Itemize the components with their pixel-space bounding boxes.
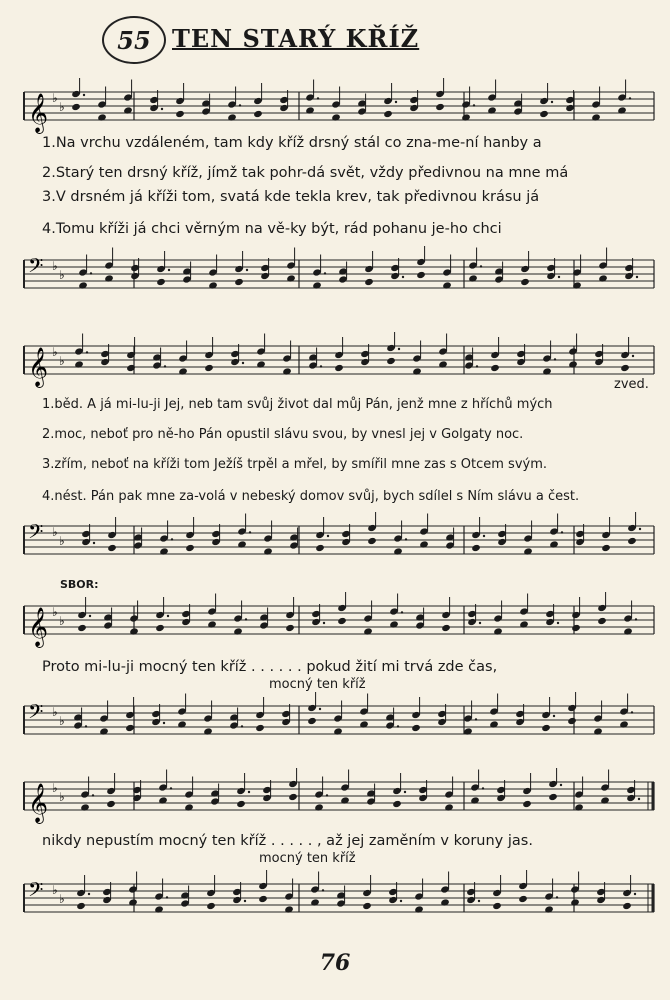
note-head xyxy=(288,793,298,801)
dot xyxy=(478,900,480,902)
dot xyxy=(473,104,475,106)
page-number: 76 xyxy=(319,950,351,976)
dot xyxy=(322,889,324,891)
flat-icon: ♭ xyxy=(59,614,65,628)
flat-icon: ♭ xyxy=(59,534,65,548)
note-head xyxy=(601,544,611,552)
dot xyxy=(239,104,241,106)
dot xyxy=(483,535,485,537)
bass-clef-icon: 𝄢 xyxy=(28,700,44,728)
note-head xyxy=(258,895,268,903)
treble-staff xyxy=(14,78,658,138)
note-head xyxy=(76,902,86,910)
note-head xyxy=(107,544,117,552)
dot xyxy=(395,101,397,103)
note-head xyxy=(125,724,135,732)
flat-icon: ♭ xyxy=(52,705,58,719)
bass-staff xyxy=(14,692,658,752)
note-head xyxy=(597,617,607,625)
dot xyxy=(402,276,404,278)
dot xyxy=(557,622,559,624)
note-head xyxy=(622,902,632,910)
dot xyxy=(398,348,400,350)
lyric-extra-word: zved. xyxy=(614,377,649,392)
note-head xyxy=(490,364,500,372)
lyric-verse-4: 4.Tomu kříži já chci věrným na vě-ky být, rád pohanu je-ho chci xyxy=(42,221,502,237)
dot xyxy=(405,538,407,540)
flat-icon: ♭ xyxy=(52,259,58,273)
bass-staff xyxy=(14,246,658,306)
flat-icon: ♭ xyxy=(59,714,65,728)
note-head xyxy=(416,271,426,279)
note-head xyxy=(364,278,374,286)
dot xyxy=(629,97,631,99)
note-head xyxy=(175,110,185,118)
note-head xyxy=(106,800,116,808)
lyric-chorus-line: Proto mi-lu-ji mocný ten kříž . . . . . . pokud žití mi trvá zde čas, xyxy=(42,659,498,675)
bass-clef-icon: 𝄢 xyxy=(28,254,44,282)
flat-icon: ♭ xyxy=(59,790,65,804)
lyric-chorus-line: nikdy nepustím mocný ten kříž . . . . . , až jej zaměním v koruny jas. xyxy=(42,833,533,849)
note-head xyxy=(441,624,451,632)
dot xyxy=(635,618,637,620)
dot xyxy=(171,538,173,540)
treble-clef-icon: 𝄞 xyxy=(28,347,49,387)
music-system-4 xyxy=(14,762,658,942)
dot xyxy=(168,269,170,271)
dot xyxy=(93,542,95,544)
lyric-verse-2: 2.Starý ten drsný kříž, jímž tak pohr-dá svět, vždy předivnou na mne má xyxy=(42,165,569,181)
dot xyxy=(326,794,328,796)
dot xyxy=(320,365,322,367)
dot xyxy=(554,358,556,360)
lyric-verse-3: 3.V drsném já kříži tom, svatá kde tekla krev, tak předivnou krásu já xyxy=(42,189,540,205)
dot xyxy=(560,784,562,786)
note-head xyxy=(77,624,87,632)
note-head xyxy=(383,110,393,118)
song-header xyxy=(0,6,670,62)
flat-icon: ♭ xyxy=(52,781,58,795)
dot xyxy=(556,896,558,898)
flat-icon: ♭ xyxy=(59,268,65,282)
dot xyxy=(90,272,92,274)
note-head xyxy=(620,364,630,372)
note-head xyxy=(71,103,81,111)
music-system-1 xyxy=(14,68,658,308)
note-head xyxy=(236,800,246,808)
dot xyxy=(480,265,482,267)
dot xyxy=(561,531,563,533)
treble-clef-icon: 𝄞 xyxy=(28,783,49,823)
note-head xyxy=(627,537,637,545)
dot xyxy=(249,531,251,533)
dot xyxy=(248,791,250,793)
bass-clef-icon: 𝄢 xyxy=(28,878,44,906)
dot xyxy=(85,725,87,727)
dot xyxy=(551,101,553,103)
note-head xyxy=(185,544,195,552)
note-head xyxy=(567,717,577,725)
dot xyxy=(632,355,634,357)
dot xyxy=(475,718,477,720)
dot xyxy=(482,787,484,789)
flat-icon: ♭ xyxy=(59,354,65,368)
lyric-verse-4: 4.nést. Pán pak mne za-volá v nebeský domov svůj, bych sdílel s Ním slávu a čest. xyxy=(42,489,580,504)
dot xyxy=(639,528,641,530)
dot xyxy=(166,896,168,898)
dot xyxy=(167,615,169,617)
note-head xyxy=(411,724,421,732)
dot xyxy=(324,272,326,274)
dot xyxy=(553,715,555,717)
note-head xyxy=(253,110,263,118)
dot xyxy=(323,622,325,624)
dot xyxy=(638,798,640,800)
treble-clef-icon: 𝄞 xyxy=(28,93,49,133)
note-head xyxy=(386,357,396,365)
dot xyxy=(88,893,90,895)
dot xyxy=(404,791,406,793)
note-head xyxy=(520,278,530,286)
flat-icon: ♭ xyxy=(52,345,58,359)
dot xyxy=(397,725,399,727)
note-head xyxy=(571,624,581,632)
note-head xyxy=(392,800,402,808)
dot xyxy=(558,276,560,278)
note-head xyxy=(522,800,532,808)
treble-staff xyxy=(14,592,658,652)
music-system-3 xyxy=(14,578,658,758)
flat-icon: ♭ xyxy=(59,892,65,906)
song-number: 55 xyxy=(102,16,166,64)
dot xyxy=(86,351,88,353)
note-head xyxy=(471,544,481,552)
lyric-chorus-echo: mocný ten kříž xyxy=(269,677,366,692)
music-system-2 xyxy=(14,322,658,572)
treble-staff xyxy=(14,332,658,392)
note-head xyxy=(435,103,445,111)
treble-clef-icon: 𝄞 xyxy=(28,607,49,647)
note-head xyxy=(539,110,549,118)
note-head xyxy=(255,724,265,732)
note-head xyxy=(337,617,347,625)
dot xyxy=(92,794,94,796)
flat-icon: ♭ xyxy=(59,100,65,114)
dot xyxy=(476,365,478,367)
flat-icon: ♭ xyxy=(52,883,58,897)
note-head xyxy=(492,902,502,910)
dot xyxy=(161,108,163,110)
note-head xyxy=(285,624,295,632)
flat-icon: ♭ xyxy=(52,91,58,105)
flat-icon: ♭ xyxy=(52,525,58,539)
dot xyxy=(327,535,329,537)
bass-clef-icon: 𝄢 xyxy=(28,520,44,548)
dot xyxy=(89,615,91,617)
note-head xyxy=(156,278,166,286)
note-head xyxy=(518,895,528,903)
treble-staff xyxy=(14,768,658,828)
note-head xyxy=(548,793,558,801)
bass-staff xyxy=(14,870,658,930)
lyric-chorus-echo: mocný ten kříž xyxy=(259,851,356,866)
note-head xyxy=(234,278,244,286)
dot xyxy=(319,708,321,710)
note-head xyxy=(307,717,317,725)
dot xyxy=(245,618,247,620)
dot xyxy=(634,893,636,895)
dot xyxy=(636,276,638,278)
dot xyxy=(401,611,403,613)
dot xyxy=(170,787,172,789)
lyric-verse-1: 1.Na vrchu vzdáleném, tam kdy kříž drsný stál co zna-me-ní hanby a xyxy=(42,135,542,151)
song-title: TEN STARÝ KŘÍŽ xyxy=(172,24,420,53)
dot xyxy=(246,269,248,271)
note-head xyxy=(367,537,377,545)
note-head xyxy=(334,364,344,372)
chorus-label: SBOR: xyxy=(60,578,99,591)
dot xyxy=(163,722,165,724)
lyric-verse-2: 2.moc, neboť pro ně-ho Pán opustil slávu svou, by vnesl jej v Golgaty noc. xyxy=(42,427,524,442)
dot xyxy=(400,900,402,902)
dot xyxy=(244,900,246,902)
dot xyxy=(479,622,481,624)
note-head xyxy=(315,544,325,552)
dot xyxy=(242,362,244,364)
lyric-verse-3: 3.zřím, neboť na kříži tom Ježíš trpěl a mřel, by smířil mne zas s Otcem svým. xyxy=(42,457,548,472)
bass-staff xyxy=(14,512,658,572)
dot xyxy=(241,725,243,727)
dot xyxy=(164,365,166,367)
note-head xyxy=(204,364,214,372)
dot xyxy=(631,711,633,713)
flat-icon: ♭ xyxy=(52,605,58,619)
dot xyxy=(83,94,85,96)
note-head xyxy=(155,624,165,632)
note-head xyxy=(362,902,372,910)
note-head xyxy=(541,724,551,732)
lyric-verse-1: 1.běd. A já mi-lu-ji Jej, neb tam svůj život dal můj Pán, jenž mne z hříchů mých xyxy=(42,397,553,412)
note-head xyxy=(206,902,216,910)
dot xyxy=(317,97,319,99)
